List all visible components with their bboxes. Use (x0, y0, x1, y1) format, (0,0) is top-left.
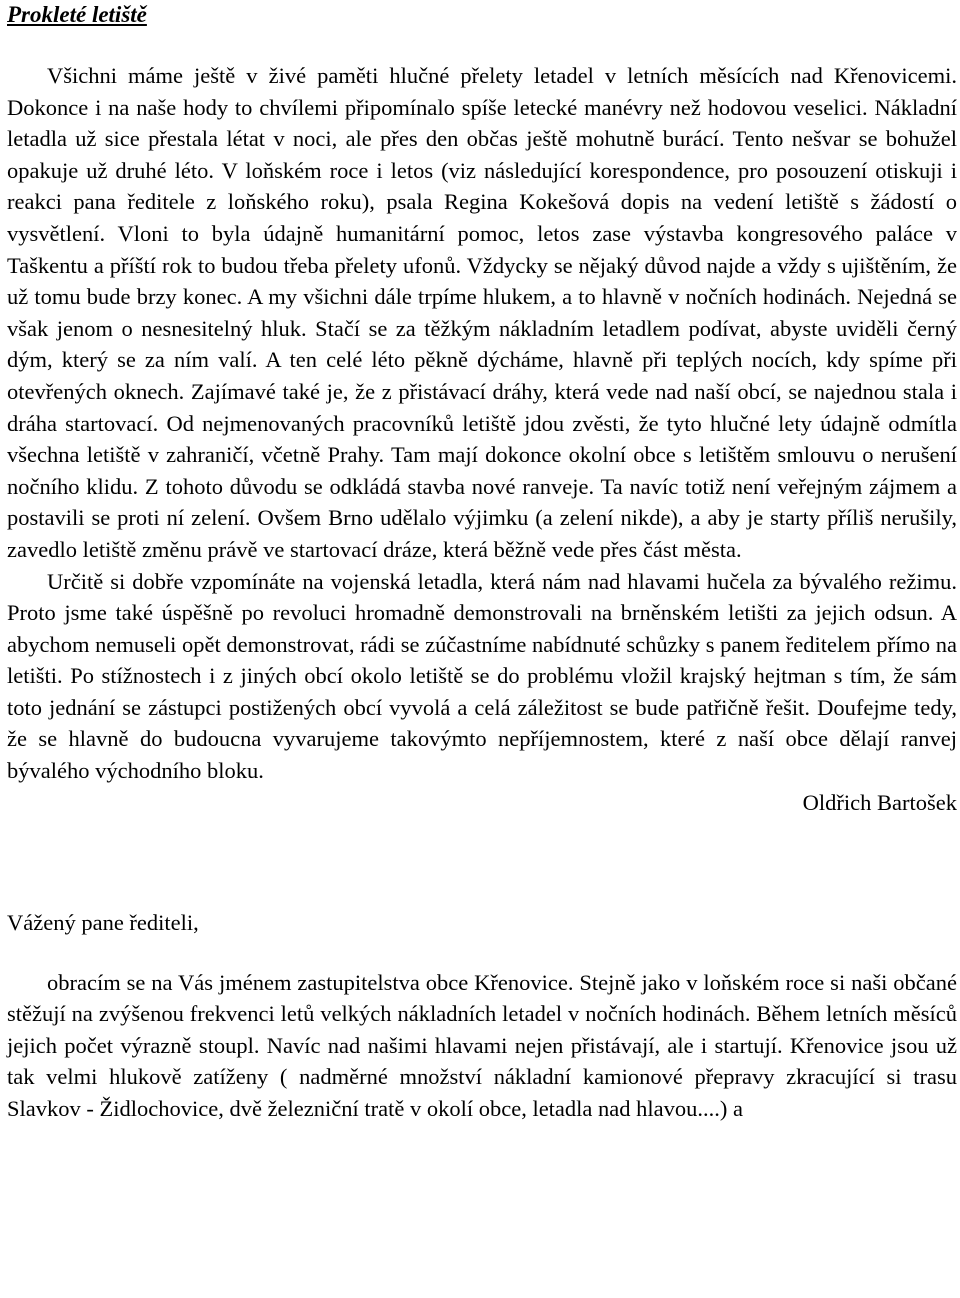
document-page (7, 0, 957, 1125)
article-title: Prokleté letiště (7, 2, 147, 27)
article-paragraph-2: Určitě si dobře vzpomínáte na vojenská letadla, která nám nad hlavami hučela za bývalého režimu. Proto jsme také úspěšně po revoluci hromadně demonstrovali na brněnském letišti za jejich odsun. A abychom nemuseli opět demonstrovat, rádi se zúčastníme nabídnuté schůzky s panem ředitelem přímo na letišti. Po stížnostech i z jiných obcí okolo letiště se do problému vložil krajský hejtman s tím, že sám toto jednání se zástupci postižených obcí vyvolá a celá záležitost se bude patřičně řešit. Doufejme tedy, že se hlavně do budoucna vyvarujeme takovýmto nepříjemnostem, které z naší obce dělají ranvej bývalého východního bloku. (7, 568, 957, 784)
article-signature: Oldřich Bartošek (802, 789, 957, 815)
letter-paragraph-1: obracím se na Vás jménem zastupitelstva obce Křenovice. Stejně jako v loňském roce si naši občané stěžují na zvýšenou frekvenci letů velkých nákladních letadel v nočních hodinách. Během letních měsíců jejich počet výrazně stoupl. Navíc nad našimi hlavami nejen přistávají, ale i startují. Křenovice jsou už tak velmi hlukově zatíženy ( nadměrné množství nákladní kamionové přepravy zkracující si trasu Slavkov - Židlochovice, dvě železniční tratě v okolí obce, letadla nad hlavou....) a (7, 969, 957, 1122)
letter-salutation: Vážený pane řediteli, (7, 909, 199, 935)
article-paragraph-1: Všichni máme ještě v živé paměti hlučné přelety letadel v letních měsících nad Křenovicemi. Dokonce i na naše hody to chvílemi připomínalo spíše letecké manévry než hodovou veselici. Nákladní letadla už sice přestala létat v noci, ale přes den občas ještě mohutně burácí. Tento nešvar se bohužel opakuje už druhé léto. V loňském roce i letos (viz následující korespondence, pro posouzení otiskuji i reakci pana ředitele z loňského roku), psala Regina Kokešová dopis na vedení letiště s žádostí o vysvětlení. Vloni to byla údajně humanitární pomoc, letos zase výstavba kongresového paláce v Taškentu a příští rok to budou třeba přelety ufonů. Vždycky se nějaký důvod najde a vždy s ujištěním, že už tomu bude brzy konec. A my všichni dále trpíme hlukem, a to hlavně v nočních hodinách. Nejedná se však jenom o nesnesitelný hluk. Stačí se za těžkým nákladním letadlem podívat, abyste uviděli černý dým, který se za ním valí. A ten celé léto pěkně dýcháme, hlavně při teplých nocích, kdy spíme při otevřených oknech. Zajímavé také je, že z přistávací dráhy, která vede nad naší obcí, se najednou stala i dráha startovací. Od nejmenovaných pracovníků letiště jdou zvěsti, že tyto hlučné lety údajně odmítla všechna letiště v zahraničí, včetně Prahy. Tam mají dokonce okolní obce s letištěm smlouvu o nerušení nočního klidu. Z tohoto důvodu se odkládá stavba nové ranveje. Ta navíc totiž není veřejným zájmem a postavili se proti ní zelení. Ovšem Brno udělalo výjimku (a zelení nikde), a aby je starty příliš nerušily, zavedlo letiště změnu právě ve startovací dráze, která běžně vede přes část města. (7, 63, 957, 562)
